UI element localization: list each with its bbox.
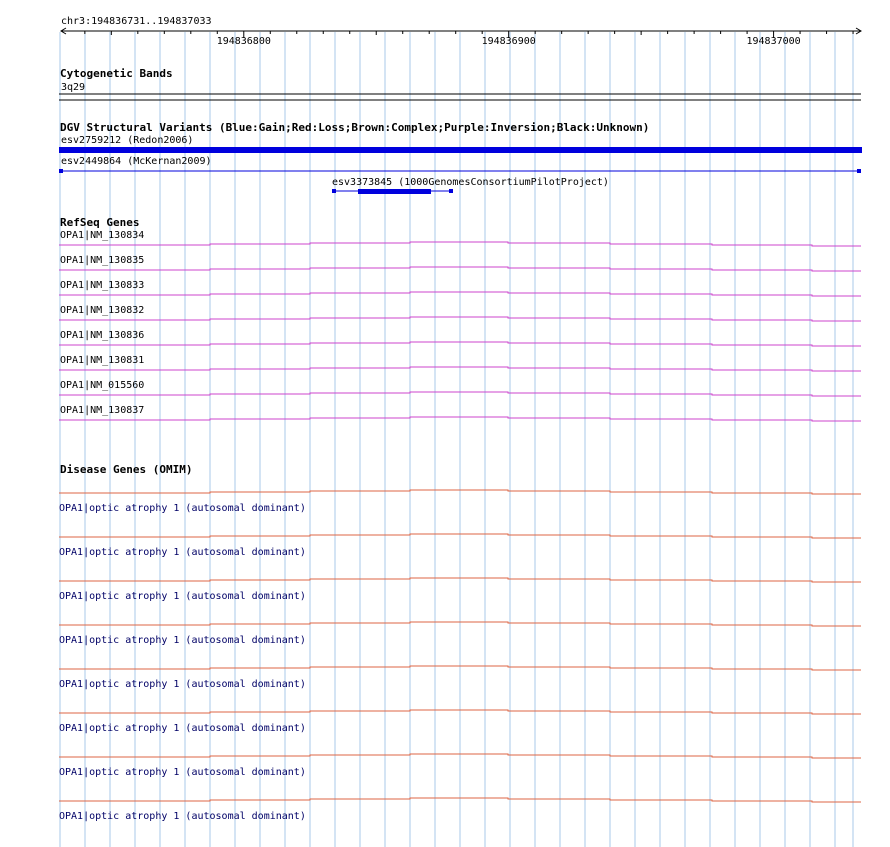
ruler — [61, 16, 861, 47]
cytoband-label[interactable]: 3q29 — [61, 82, 86, 93]
ruler-minor-ticks — [85, 31, 853, 38]
omim-title: Disease Genes (OMIM) — [60, 463, 193, 476]
refseq-gene-label[interactable]: OPA1|NM_130835 — [60, 255, 145, 266]
dgv-variant-1[interactable] — [59, 147, 862, 153]
refseq-gene-label[interactable]: OPA1|NM_130834 — [60, 230, 145, 241]
omim-gene-label[interactable]: OPA1|optic atrophy 1 (autosomal dominant) — [59, 767, 306, 778]
refseq-gene-label[interactable]: OPA1|NM_015560 — [60, 380, 145, 391]
refseq-gene-label[interactable]: OPA1|NM_130833 — [60, 280, 145, 291]
dgv-variant-label-3: esv3373845 (1000GenomesConsortiumPilotProject) — [332, 177, 609, 188]
dgv-variant-label-1: esv2759212 (Redon2006) — [61, 135, 194, 146]
omim-gene-label[interactable]: OPA1|optic atrophy 1 (autosomal dominant) — [59, 811, 306, 822]
omim-gene-label[interactable]: OPA1|optic atrophy 1 (autosomal dominant) — [59, 635, 306, 646]
ruler-tick-label: 194836800 — [216, 36, 271, 47]
dgv-title: DGV Structural Variants (Blue:Gain;Red:Loss;Brown:Complex;Purple:Inversion;Black:Unknown) — [60, 121, 650, 134]
omim-gene-label[interactable]: OPA1|optic atrophy 1 (autosomal dominant) — [59, 679, 306, 690]
refseq-gene-label[interactable]: OPA1|NM_130832 — [60, 305, 145, 316]
ruler-region-label: chr3:194836731..194837033 — [61, 16, 212, 27]
refseq-gene-label[interactable]: OPA1|NM_130836 — [60, 330, 145, 341]
ruler-tick-label: 194837000 — [746, 36, 801, 47]
cytobands-title: Cytogenetic Bands — [60, 67, 173, 80]
omim-gene-label[interactable]: OPA1|optic atrophy 1 (autosomal dominant) — [59, 723, 306, 734]
refseq-gene-label[interactable]: OPA1|NM_130831 — [60, 355, 145, 366]
dgv-variant-3-block[interactable] — [358, 189, 431, 194]
dgv-variant-label-2: esv2449864 (McKernan2009) — [61, 156, 212, 167]
refseq-gene-label[interactable]: OPA1|NM_130837 — [60, 405, 145, 416]
ruler-major-ticks — [217, 36, 801, 47]
omim-gene-label[interactable]: OPA1|optic atrophy 1 (autosomal dominant) — [59, 547, 306, 558]
dgv-variant-2-right-cap — [857, 169, 861, 173]
ruler-tick-label: 194836900 — [481, 36, 536, 47]
dgv-variant-3-left-cap — [332, 189, 336, 193]
dgv-variant-2-left-cap — [59, 169, 63, 173]
dgv-variant-3-right-cap — [449, 189, 453, 193]
omim-gene-label[interactable]: OPA1|optic atrophy 1 (autosomal dominant) — [59, 503, 306, 514]
refseq-title: RefSeq Genes — [60, 216, 140, 229]
omim-gene-label[interactable]: OPA1|optic atrophy 1 (autosomal dominant) — [59, 591, 306, 602]
